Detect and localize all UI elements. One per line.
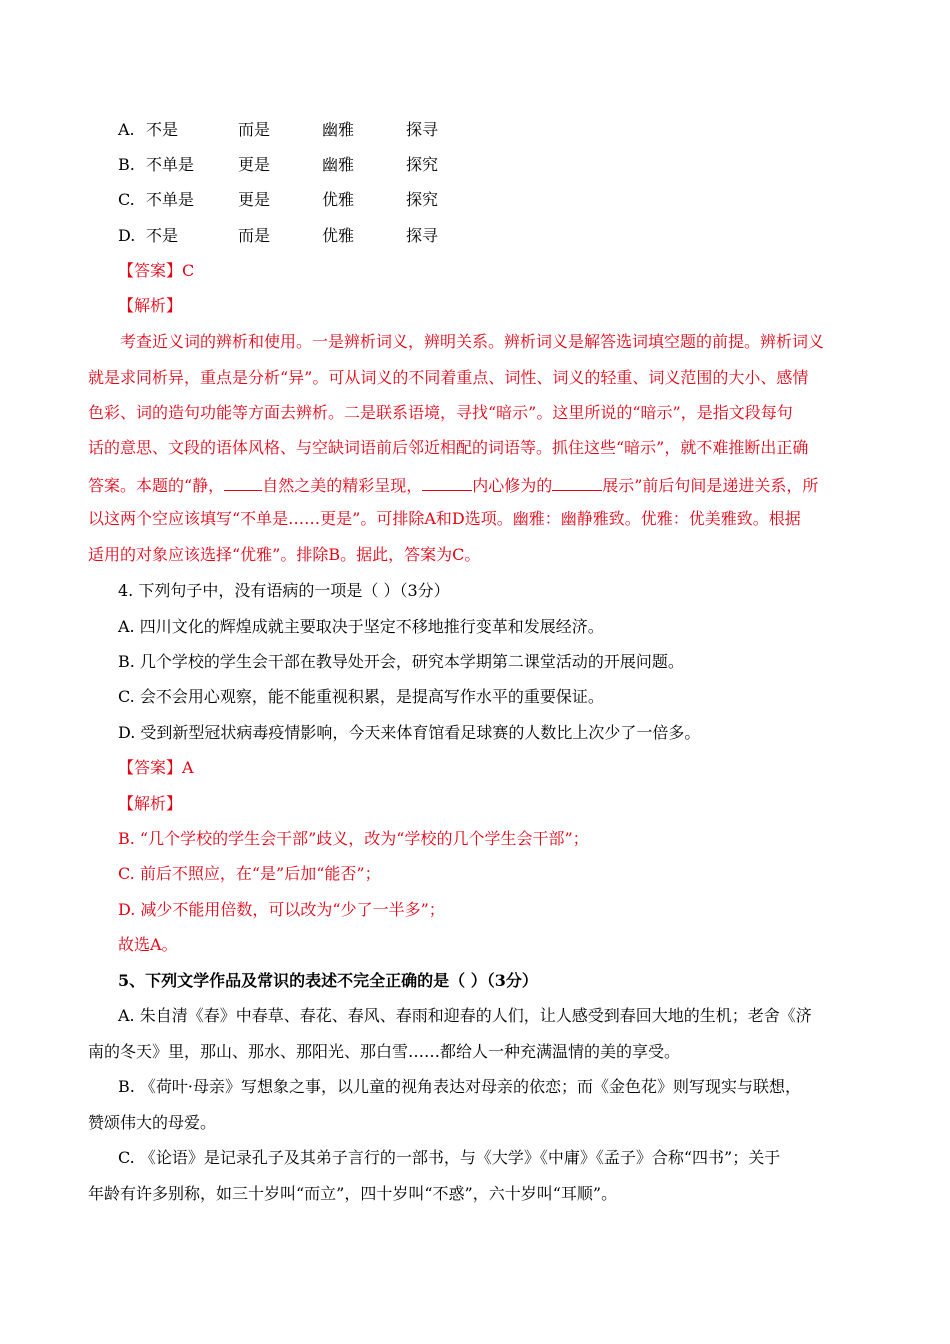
- q4-answer-label: 【答案】: [118, 758, 183, 777]
- q3-analysis-line-5: 答案。本题的“静， 自然之美的精彩呈现， 内心修为的 展示”前后句间是递进关系，所: [88, 476, 819, 495]
- q4-analysis-label: 【解析】: [118, 794, 183, 813]
- fill-blank-2: [422, 474, 472, 491]
- q4-option-a[interactable]: A. 四川文化的辉煌成就主要取决于坚定不移地推行变革和发展经济。: [118, 617, 604, 636]
- q4-analysis-d: D. 减少不能用倍数，可以改为“少了一半多”；: [118, 900, 445, 919]
- q5-option-a-line-1[interactable]: A. 朱自清《春》中春草、春花、春风、春雨和迎春的人们，让人感受到春回大地的生机；老舍《济: [118, 1006, 812, 1025]
- q3-analysis-line-2: 就是求同析异，重点是分析“异”。可从词义的不同着重点、词性、词义的轻重、词义范围的大小、感情: [88, 368, 809, 387]
- q5-option-c-line-2[interactable]: 年龄有许多别称，如三十岁叫“而立”，四十岁叫“不惑”，六十岁叫“耳顺”。: [88, 1184, 618, 1203]
- q4-analysis-c: C. 前后不照应，在“是”后加“能否”；: [118, 864, 381, 883]
- q3-analysis-line-6: 以这两个空应该填写“不单是……更是”。可排除A和D选项。幽雅：幽静雅致。优雅：优美雅致。根据: [88, 509, 801, 528]
- q5-option-b-line-2[interactable]: 赞颂伟大的母爱。: [88, 1113, 217, 1132]
- q5-option-a-line-2[interactable]: 南的冬天》里，那山、那水、那阳光、那白雪……都给人一种充满温情的美的享受。: [88, 1042, 681, 1061]
- q3-answer: [118, 261, 194, 281]
- q3-answer-label: 【答案】: [118, 261, 183, 280]
- q3-analysis-line-3: 色彩、词的造句功能等方面去辨析。二是联系语境，寻找“暗示”。这里所说的“暗示”，是指文段每句: [88, 403, 793, 422]
- q3-analysis-line-1: 考查近义词的辨析和使用。一是辨析词义，辨明关系。辨析词义是解答选词填空题的前提。辨析词义: [120, 332, 825, 351]
- q4-option-c[interactable]: C. 会不会用心观察，能不能重视积累，是提高写作水平的重要保证。: [118, 687, 604, 706]
- q4-answer-value: A: [182, 758, 194, 777]
- q3-answer-value: C: [182, 261, 195, 280]
- q3-analysis-line-7: 适用的对象应该选择“优雅”。排除B。据此，答案为C。: [88, 545, 481, 564]
- q4-answer: [118, 758, 194, 778]
- fill-blank-1: [224, 474, 262, 491]
- q5-option-c-line-1[interactable]: C. 《论语》是记录孔子及其弟子言行的一部书，与《大学》《中庸》《孟子》合称“四书”；关于: [118, 1148, 781, 1167]
- fill-blank-3: [552, 474, 602, 491]
- q4-option-b[interactable]: B. 几个学校的学生会干部在教导处开会，研究本学期第二课堂活动的开展问题。: [118, 652, 684, 671]
- q5-stem: 5、下列文学作品及常识的表述不完全正确的是（ ）（3分）: [118, 971, 538, 990]
- q3-analysis-line-4: 话的意思、文段的语体风格、与空缺词语前后邻近相配的词语等。抓住这些“暗示”，就不难推断出正确: [88, 438, 809, 457]
- document-page: A. 不是 而是 幽雅 探寻 B. 不单是 更是 幽雅 探究 C. 不单是 更是 优雅 探究 D. 不是 而是 优雅 探寻 【答案】C 【解析】 考查近义词的辨析和使用。一是辨析词义，辨明关系。辨析词义是解答选词填空题的前提。辨析词义 就是求同析异，重点是分析“异”。可从词义的不同着重点、词性、词义的轻重、词义范围的大小、感情 色彩、词的造句功能等方面去辨析。二是联系语境，寻找“暗示”。这里所说的“暗示”，是指文段每句 话的意思、文段的语体风格、与空缺词语前后邻近相配的词语等。抓住这些“暗示”，就不难推断出正确 答案。本题的“静， 自然之美的精彩呈现， 内心修为的 展示”前后句间是递进关系，所 以这两个空应该填写“不单是……更是”。可排除A和D选项。幽雅：幽静雅致。优雅：优美雅致。根据 适用的对象应该选择“优雅”。排除B。据此，答案为C。 4. 下列句子中，没有语病的一项是（ ）（3分） A. 四川文化的辉煌成就主要取决于坚定不移地推行变革和发展经济。 B. 几个学校的学生会干部在教导处开会，研究本学期第二课堂活动的开展问题。 C. 会不会用心观察，能不能重视积累，是提高写作水平的重要保证。 D. 受到新型冠状病毒疫情影响，今天来体育馆看足球赛的人数比上次少了一倍多。 【答案】A 【解析】 B. “几个学校的学生会干部”歧义，改为“学校的几个学生会干部”； C. 前后不照应，在“是”后加“能否”； D. 减少不能用倍数，可以改为“少了一半多”； 故选A。 5、下列文学作品及常识的表述不完全正确的是（ ）（3分） A. 朱自清《春》中春草、春花、春风、春雨和迎春的人们，让人感受到春回大地的生机；老舍《济 南的冬天》里，那山、那水、那阳光、那白雪……都给人一种充满温情的美的享受。 B. 《荷叶·母亲》写想象之事，以儿童的视角表达对母亲的依恋；而《金色花》则写现实与联想， 赞颂伟大的母爱。 C. 《论语》是记录孔子及其弟子言行的一部书，与《大学》《中庸》《孟子》合称“四书”；关于 年龄有许多别称，如三十岁叫“而立”，四十岁叫“不惑”，六十岁叫“耳顺”。: [88, 120, 825, 1203]
- q4-conclusion: 故选A。: [118, 935, 178, 954]
- q4-analysis-b: B. “几个学校的学生会干部”歧义，改为“学校的几个学生会干部”；: [118, 829, 589, 848]
- q5-option-b-line-1[interactable]: B. 《荷叶·母亲》写想象之事，以儿童的视角表达对母亲的依恋；而《金色花》则写现实与联想，: [118, 1077, 802, 1096]
- q4-option-d[interactable]: D. 受到新型冠状病毒疫情影响，今天来体育馆看足球赛的人数比上次少了一倍多。: [118, 723, 701, 742]
- q3-analysis-label: 【解析】: [118, 296, 183, 315]
- q4-stem: 4. 下列句子中，没有语病的一项是（ ）（3分）: [118, 581, 450, 600]
